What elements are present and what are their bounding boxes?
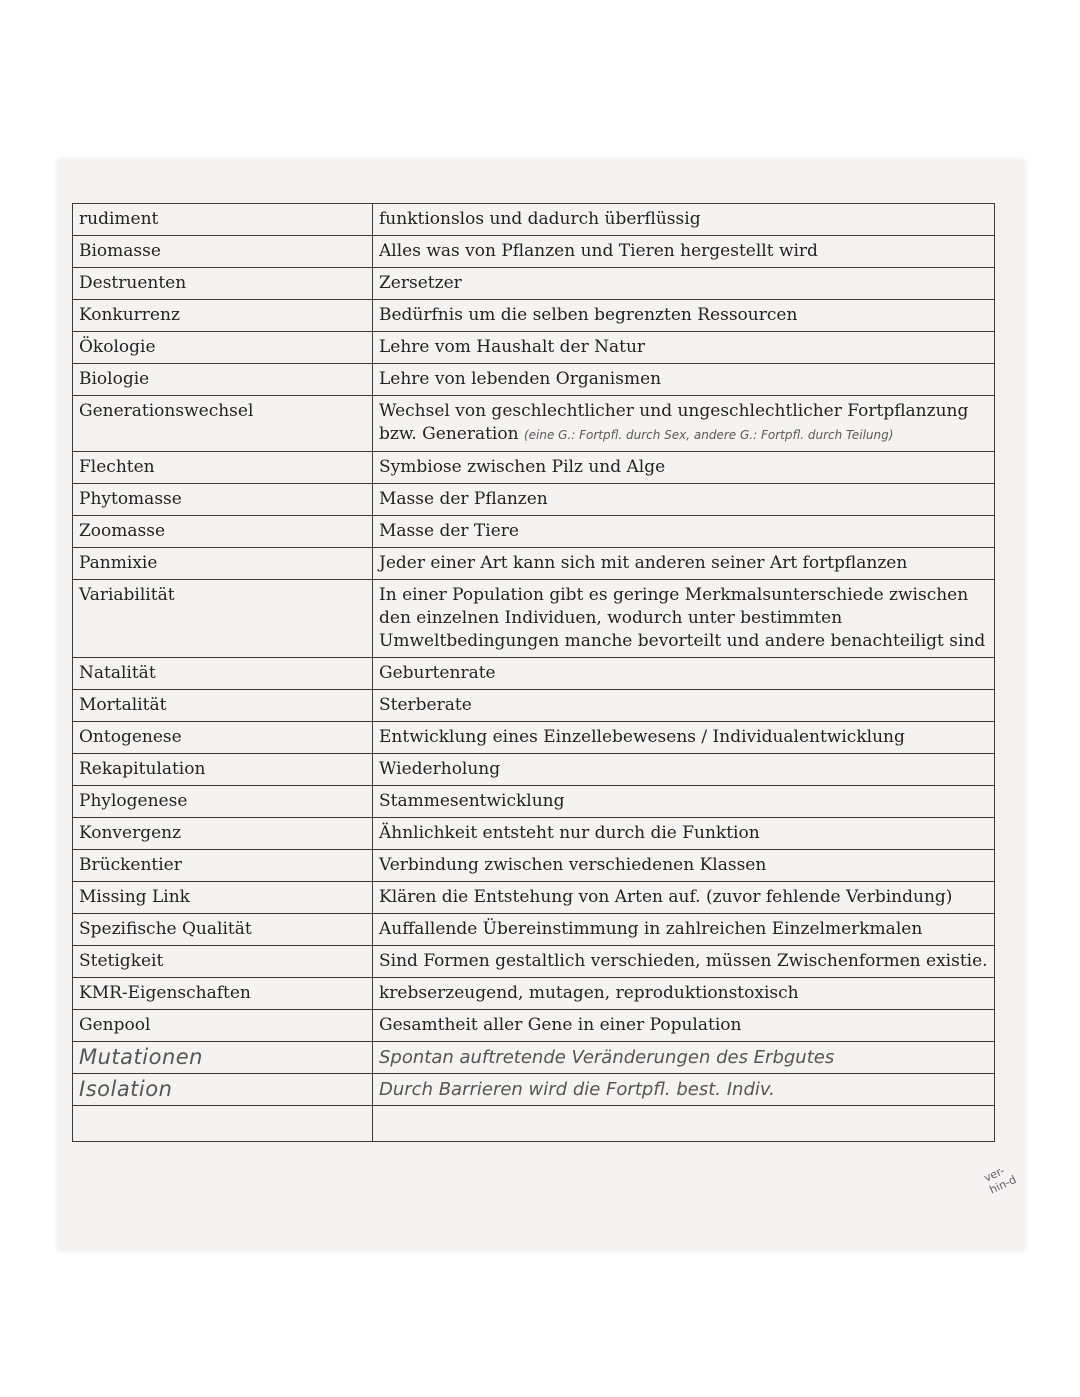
definition-cell: Symbiose zwischen Pilz und Alge <box>373 452 995 484</box>
definition-cell: Klären die Entstehung von Arten auf. (zuvor fehlende Verbindung) <box>373 882 995 914</box>
definition-cell: Ähnlichkeit entsteht nur durch die Funktion <box>373 818 995 850</box>
table-row <box>73 690 995 722</box>
table-row <box>73 516 995 548</box>
term-cell: Konvergenz <box>73 818 373 850</box>
table-row <box>73 754 995 786</box>
table-row <box>73 658 995 690</box>
term-cell: Stetigkeit <box>73 946 373 978</box>
term-cell: Flechten <box>73 452 373 484</box>
term-cell: Mortalität <box>73 690 373 722</box>
definition-cell: In einer Population gibt es geringe Merkmalsunterschiede zwischen den einzelnen Individuen, wodurch unter bestimmten Umweltbedingungen manche bevorteilt und andere benachteiligt sind <box>373 580 995 658</box>
table-row <box>73 396 995 452</box>
definition-cell: Entwicklung eines Einzellebewesens / Individualentwicklung <box>373 722 995 754</box>
margin-scribble: ver-hin-d <box>982 1164 1019 1197</box>
term-cell: Natalität <box>73 658 373 690</box>
table-row <box>73 1042 995 1074</box>
table-row <box>73 364 995 396</box>
definition-cell: Zersetzer <box>373 268 995 300</box>
definition-cell: Jeder einer Art kann sich mit anderen seiner Art fortpflanzen <box>373 548 995 580</box>
table-row <box>73 914 995 946</box>
term-cell: Phylogenese <box>73 786 373 818</box>
table-row <box>73 236 995 268</box>
table-row <box>73 268 995 300</box>
empty-definition-cell <box>373 1106 995 1142</box>
term-cell: Rekapitulation <box>73 754 373 786</box>
handwritten-annotation: (eine G.: Fortpfl. durch Sex, andere G.: Fortpfl. durch Teilung) <box>523 428 894 442</box>
table-row <box>73 1010 995 1042</box>
definition-cell: Lehre von lebenden Organismen <box>373 364 995 396</box>
term-cell: Destruenten <box>73 268 373 300</box>
definition-cell: Bedürfnis um die selben begrenzten Ressourcen <box>373 300 995 332</box>
term-cell: Biologie <box>73 364 373 396</box>
term-cell: Genpool <box>73 1010 373 1042</box>
handwritten-term-cell: Isolation <box>73 1074 373 1106</box>
definition-cell: funktionslos und dadurch überflüssig <box>373 204 995 236</box>
table-row <box>73 978 995 1010</box>
table-row <box>73 452 995 484</box>
term-cell: Konkurrenz <box>73 300 373 332</box>
term-cell: Brückentier <box>73 850 373 882</box>
handwritten-definition-cell: Spontan auftretende Veränderungen des Erbgutes <box>373 1042 995 1074</box>
table-row <box>73 332 995 364</box>
definition-cell: Geburtenrate <box>373 658 995 690</box>
definition-cell: Verbindung zwischen verschiedenen Klassen <box>373 850 995 882</box>
definition-cell: Masse der Pflanzen <box>373 484 995 516</box>
empty-term-cell <box>73 1106 373 1142</box>
definition-cell: Stammesentwicklung <box>373 786 995 818</box>
table-row <box>73 818 995 850</box>
term-cell: Generationswechsel <box>73 396 373 452</box>
definition-cell: Masse der Tiere <box>373 516 995 548</box>
term-cell: Phytomasse <box>73 484 373 516</box>
definition-cell: Alles was von Pflanzen und Tieren hergestellt wird <box>373 236 995 268</box>
handwritten-definition-cell: Durch Barrieren wird die Fortpfl. best. Indiv. <box>373 1074 995 1106</box>
term-cell: Panmixie <box>73 548 373 580</box>
table-row <box>73 548 995 580</box>
table-row <box>73 786 995 818</box>
term-cell: Ökologie <box>73 332 373 364</box>
definition-cell: Sind Formen gestaltlich verschieden, müssen Zwischenformen existie. <box>373 946 995 978</box>
table-row <box>73 1106 995 1142</box>
glossary-table <box>72 203 995 1142</box>
definition-text: Wechsel von geschlechtlicher und ungeschlechtlicher Fortpflanzung bzw. Generation <box>379 401 969 444</box>
term-cell: Ontogenese <box>73 722 373 754</box>
table-row <box>73 946 995 978</box>
term-cell: Zoomasse <box>73 516 373 548</box>
handwritten-term-cell: Mutationen <box>73 1042 373 1074</box>
definition-cell: Auffallende Übereinstimmung in zahlreichen Einzelmerkmalen <box>373 914 995 946</box>
table-row <box>73 882 995 914</box>
definition-cell: Lehre vom Haushalt der Natur <box>373 332 995 364</box>
term-cell: KMR-Eigenschaften <box>73 978 373 1010</box>
term-cell: rudiment <box>73 204 373 236</box>
definition-cell: Gesamtheit aller Gene in einer Population <box>373 1010 995 1042</box>
definition-cell <box>373 396 995 452</box>
table-row <box>73 204 995 236</box>
definition-cell: krebserzeugend, mutagen, reproduktionstoxisch <box>373 978 995 1010</box>
term-cell: Biomasse <box>73 236 373 268</box>
table-row <box>73 722 995 754</box>
table-row <box>73 850 995 882</box>
table-row <box>73 300 995 332</box>
table-row <box>73 1074 995 1106</box>
definition-cell: Sterberate <box>373 690 995 722</box>
term-cell: Variabilität <box>73 580 373 658</box>
table-row <box>73 580 995 658</box>
term-cell: Spezifische Qualität <box>73 914 373 946</box>
definition-cell: Wiederholung <box>373 754 995 786</box>
term-cell: Missing Link <box>73 882 373 914</box>
table-row <box>73 484 995 516</box>
